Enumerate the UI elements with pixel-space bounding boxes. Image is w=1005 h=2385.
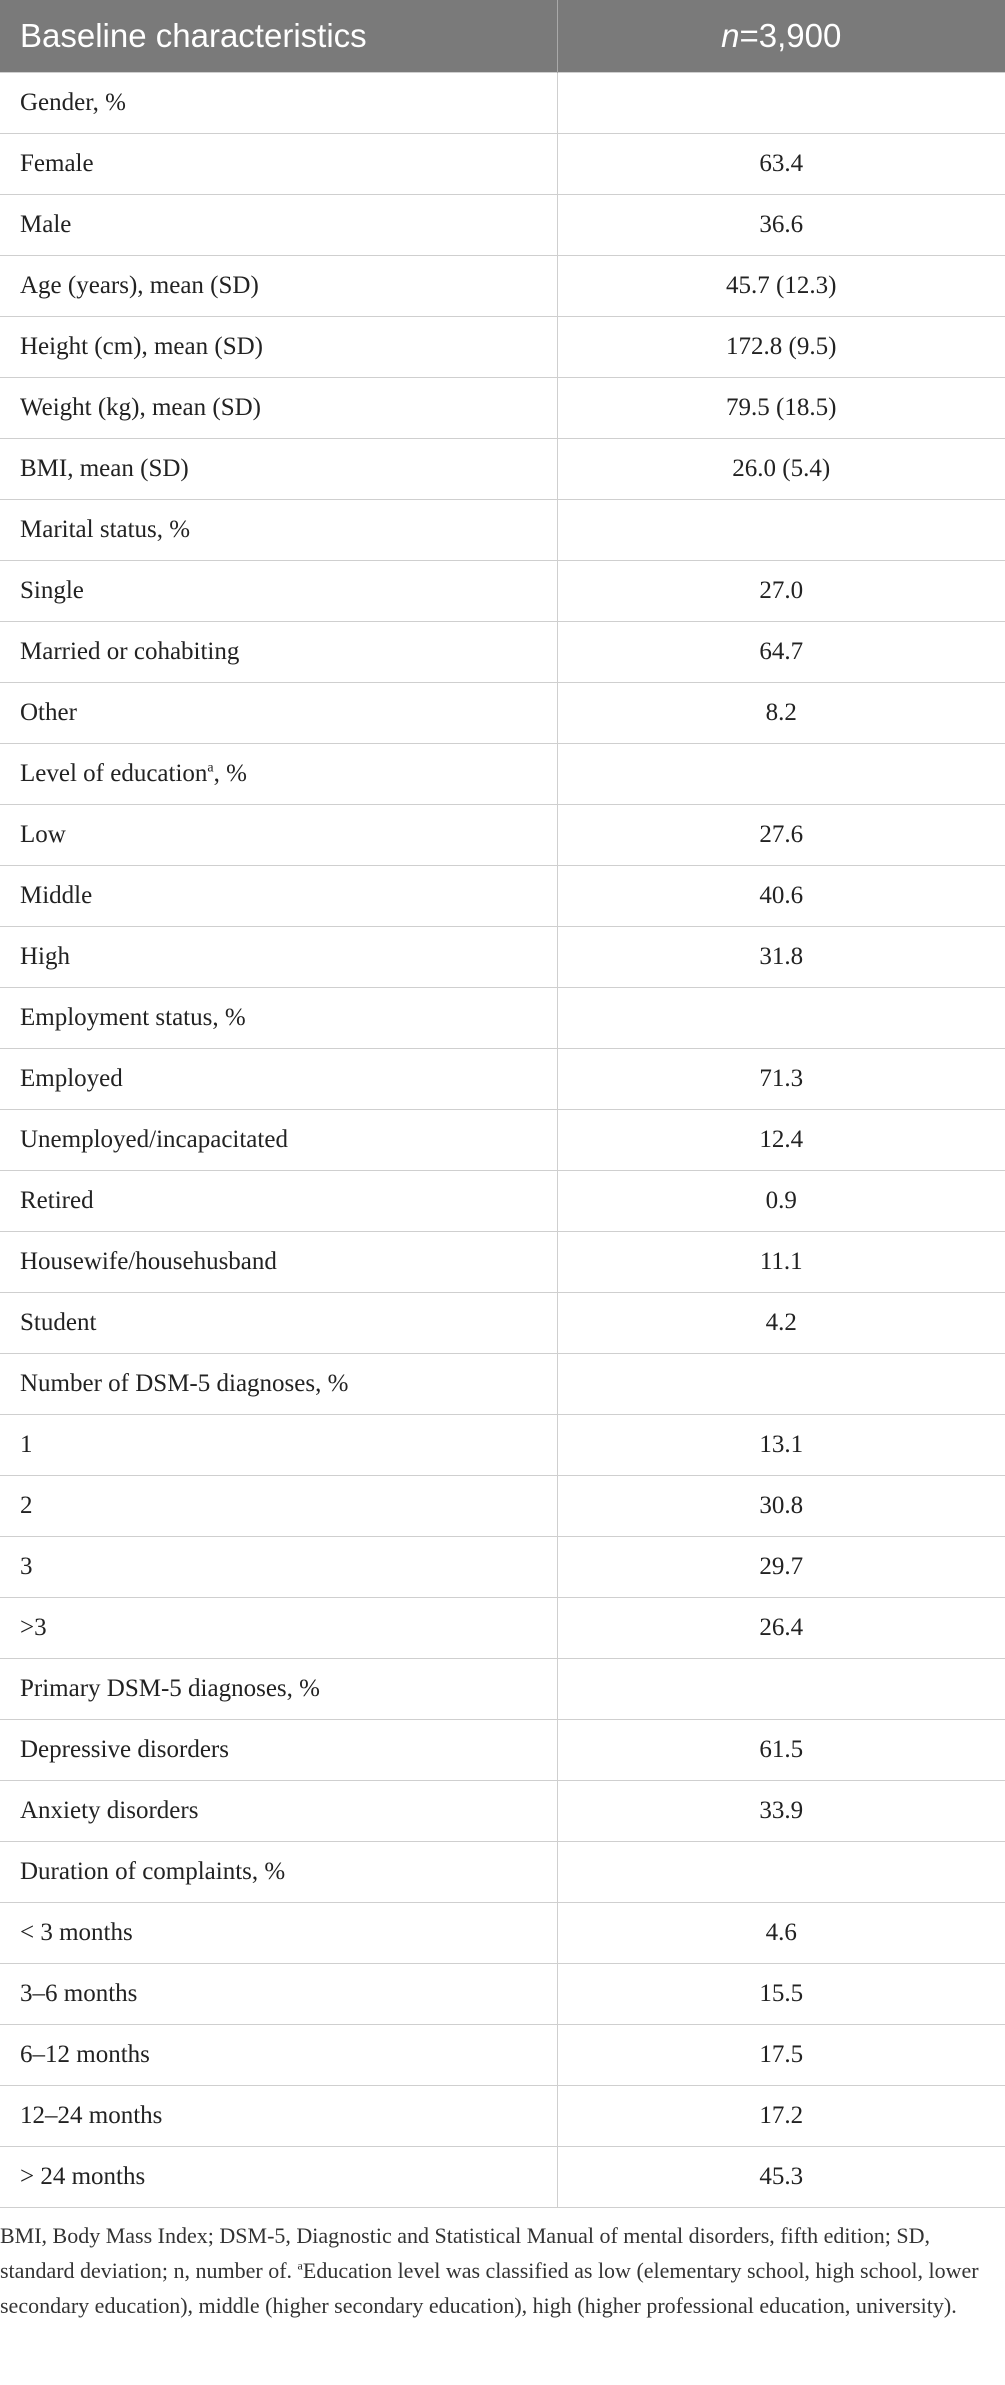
row-label-text: > 24 months <box>20 2163 146 2190</box>
header-characteristics: Baseline characteristics <box>0 0 557 73</box>
header-n-value: =3,900 <box>739 17 842 54</box>
row-label-text: Number of DSM-5 diagnoses, % <box>20 1370 349 1397</box>
row-value: 11.1 <box>557 1232 1005 1293</box>
row-label-text: Low <box>20 821 66 848</box>
row-label <box>0 1598 557 1659</box>
table-row <box>0 500 1005 561</box>
row-label-text: Marital status, % <box>20 516 191 543</box>
row-value: 64.7 <box>557 622 1005 683</box>
table-row <box>0 195 1005 256</box>
row-value: 36.6 <box>557 195 1005 256</box>
row-label <box>0 439 557 500</box>
table-row <box>0 1110 1005 1171</box>
row-value: 45.3 <box>557 2147 1005 2208</box>
table-row <box>0 1354 1005 1415</box>
table-row <box>0 73 1005 134</box>
row-label <box>0 1842 557 1903</box>
row-value: 71.3 <box>557 1049 1005 1110</box>
row-label-text: Student <box>20 1309 97 1336</box>
header-n-italic: n <box>721 17 740 54</box>
row-value: 31.8 <box>557 927 1005 988</box>
row-label <box>0 2147 557 2208</box>
footnote-text-start: BMI, Body Mass Index; DSM-5, Diagnostic and Statistical Manual of mental disorders, fifth edition; SD, standard deviation; n, number of. <box>0 2223 931 2283</box>
table-row <box>0 1171 1005 1232</box>
row-label <box>0 1720 557 1781</box>
row-label-text: 12–24 months <box>20 2102 163 2129</box>
row-label <box>0 1354 557 1415</box>
row-value: 4.6 <box>557 1903 1005 1964</box>
table-row <box>0 744 1005 805</box>
table-row <box>0 683 1005 744</box>
row-label <box>0 134 557 195</box>
table-row <box>0 1781 1005 1842</box>
row-label-text: 3–6 months <box>20 1980 138 2007</box>
row-label-text: BMI, mean (SD) <box>20 455 189 482</box>
table-row <box>0 256 1005 317</box>
row-label-text: >3 <box>20 1614 47 1641</box>
row-label-text: Male <box>20 211 72 238</box>
row-label-text: Employed <box>20 1065 123 1092</box>
table-row <box>0 1659 1005 1720</box>
row-label <box>0 1781 557 1842</box>
row-label <box>0 988 557 1049</box>
row-label-text: Anxiety disorders <box>20 1797 199 1824</box>
row-label <box>0 1476 557 1537</box>
row-value <box>557 500 1005 561</box>
row-label-text: Level of education <box>20 760 208 787</box>
row-label-text: Single <box>20 577 84 604</box>
row-label-text: 6–12 months <box>20 2041 150 2068</box>
row-value: 27.6 <box>557 805 1005 866</box>
row-label <box>0 866 557 927</box>
row-label-text: Age (years), mean (SD) <box>20 272 259 299</box>
row-label-text: 3 <box>20 1553 33 1580</box>
row-label <box>0 500 557 561</box>
table-row <box>0 866 1005 927</box>
row-value: 17.5 <box>557 2025 1005 2086</box>
table-row <box>0 439 1005 500</box>
row-label <box>0 927 557 988</box>
row-label-text: Female <box>20 150 94 177</box>
table-row <box>0 1842 1005 1903</box>
row-value: 17.2 <box>557 2086 1005 2147</box>
row-label-text: < 3 months <box>20 1919 133 1946</box>
row-label-superscript: a <box>207 760 214 776</box>
row-label <box>0 1659 557 1720</box>
row-value: 172.8 (9.5) <box>557 317 1005 378</box>
row-value: 15.5 <box>557 1964 1005 2025</box>
row-label <box>0 195 557 256</box>
row-label-text: Gender, % <box>20 89 126 116</box>
row-label <box>0 256 557 317</box>
table-body <box>0 73 1005 2208</box>
table-row <box>0 1537 1005 1598</box>
table-row <box>0 805 1005 866</box>
table-row <box>0 1598 1005 1659</box>
row-label <box>0 622 557 683</box>
row-label <box>0 561 557 622</box>
header-sample-size <box>557 0 1005 73</box>
row-label-text: Other <box>20 699 77 726</box>
row-label <box>0 2086 557 2147</box>
row-label-suffix: , % <box>213 760 247 787</box>
row-label <box>0 2025 557 2086</box>
row-value: 45.7 (12.3) <box>557 256 1005 317</box>
row-value <box>557 73 1005 134</box>
row-value <box>557 1354 1005 1415</box>
row-value: 12.4 <box>557 1110 1005 1171</box>
row-value: 8.2 <box>557 683 1005 744</box>
table-row <box>0 988 1005 1049</box>
footnote-text-end: Education level was classified as low (elementary school, high school, lower secondary education), middle (higher secondary education), high (higher professional education, university). <box>0 2258 979 2318</box>
table-row <box>0 1964 1005 2025</box>
row-value <box>557 1659 1005 1720</box>
row-value: 13.1 <box>557 1415 1005 1476</box>
row-label <box>0 1964 557 2025</box>
row-label <box>0 744 557 805</box>
row-label-text: Married or cohabiting <box>20 638 240 665</box>
row-label-text: Duration of complaints, % <box>20 1858 286 1885</box>
row-value: 26.0 (5.4) <box>557 439 1005 500</box>
row-value: 61.5 <box>557 1720 1005 1781</box>
row-label <box>0 805 557 866</box>
row-value: 33.9 <box>557 1781 1005 1842</box>
row-label-text: 1 <box>20 1431 33 1458</box>
footnote-superscript: a <box>297 2258 303 2273</box>
row-value: 0.9 <box>557 1171 1005 1232</box>
row-label-text: Housewife/househusband <box>20 1248 277 1275</box>
table-row <box>0 2025 1005 2086</box>
row-label-text: Primary DSM-5 diagnoses, % <box>20 1675 320 1702</box>
row-label <box>0 317 557 378</box>
table-header-row <box>0 0 1005 73</box>
row-label-text: Weight (kg), mean (SD) <box>20 394 261 421</box>
row-value: 29.7 <box>557 1537 1005 1598</box>
table-row <box>0 1049 1005 1110</box>
table-row <box>0 1293 1005 1354</box>
row-label <box>0 378 557 439</box>
table-row <box>0 2147 1005 2208</box>
row-label <box>0 683 557 744</box>
row-value <box>557 744 1005 805</box>
row-value: 26.4 <box>557 1598 1005 1659</box>
table-row <box>0 1476 1005 1537</box>
table-row <box>0 2086 1005 2147</box>
table-row <box>0 1903 1005 1964</box>
row-label <box>0 73 557 134</box>
row-label-text: 2 <box>20 1492 33 1519</box>
table-row <box>0 1232 1005 1293</box>
row-label <box>0 1415 557 1476</box>
row-value: 30.8 <box>557 1476 1005 1537</box>
row-value <box>557 1842 1005 1903</box>
row-value <box>557 988 1005 1049</box>
row-label-text: Depressive disorders <box>20 1736 229 1763</box>
table-row <box>0 622 1005 683</box>
row-label-text: Retired <box>20 1187 94 1214</box>
table-row <box>0 134 1005 195</box>
table-row <box>0 927 1005 988</box>
row-value: 27.0 <box>557 561 1005 622</box>
table-row <box>0 317 1005 378</box>
row-label <box>0 1110 557 1171</box>
row-label <box>0 1171 557 1232</box>
table-row <box>0 378 1005 439</box>
row-label <box>0 1232 557 1293</box>
row-value: 4.2 <box>557 1293 1005 1354</box>
table-row <box>0 561 1005 622</box>
row-value: 63.4 <box>557 134 1005 195</box>
row-label <box>0 1049 557 1110</box>
row-label <box>0 1293 557 1354</box>
row-label-text: Height (cm), mean (SD) <box>20 333 263 360</box>
row-value: 79.5 (18.5) <box>557 378 1005 439</box>
row-label-text: Employment status, % <box>20 1004 246 1031</box>
table-row <box>0 1720 1005 1781</box>
row-label-text: Middle <box>20 882 93 909</box>
row-label <box>0 1903 557 1964</box>
row-label-text: High <box>20 943 70 970</box>
row-label <box>0 1537 557 1598</box>
table-row <box>0 1415 1005 1476</box>
table-footnote <box>0 2218 985 2323</box>
row-label-text: Unemployed/incapacitated <box>20 1126 288 1153</box>
row-value: 40.6 <box>557 866 1005 927</box>
